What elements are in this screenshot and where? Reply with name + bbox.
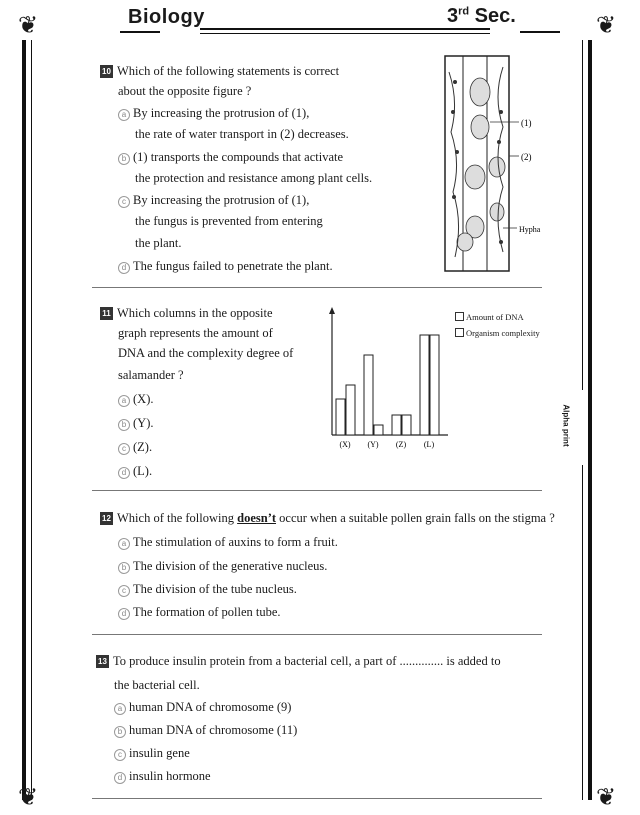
q10-option-c[interactable]: c By increasing the protrusion of (1),: [118, 193, 309, 208]
ornament-bottom-right-icon: ❦: [596, 785, 617, 811]
x-tick-label: (L): [423, 440, 435, 449]
q11-option-b[interactable]: b (Y).: [118, 416, 153, 431]
figure-label-2: (2): [521, 152, 532, 162]
q13-stem-line-1: 13 To produce insulin protein from a bacterial cell, a part of .............. is added to: [96, 654, 501, 669]
grade-suffix: Sec.: [469, 5, 516, 27]
side-brand-tab: [561, 390, 584, 465]
subject-title: Biology: [128, 6, 205, 28]
bar-z-series-1: [392, 415, 401, 435]
q10-number: 10: [100, 65, 113, 78]
cell-protrusion: [457, 233, 473, 251]
q10-root-fungus-figure: [435, 52, 565, 277]
q10-option-d[interactable]: d The fungus failed to penetrate the plant.: [118, 259, 333, 274]
figure-label-1: (1): [521, 118, 532, 128]
cell-protrusion: [471, 115, 489, 139]
q13-blank[interactable]: ..............: [399, 654, 444, 668]
q11-stem-line-1: 11 Which columns in the opposite: [100, 306, 273, 321]
vesicle-dot: [453, 80, 457, 84]
q11-bar-chart: [320, 305, 450, 455]
q13-option-d[interactable]: d insulin hormone: [114, 769, 211, 784]
ornament-top-right-icon: ❦: [596, 13, 617, 39]
q13-stem-line-2: the bacterial cell.: [114, 678, 200, 692]
q10-option-a-line-2: the rate of water transport in (2) decreases.: [135, 127, 349, 141]
cell-protrusion: [465, 165, 485, 189]
separator-q12: [92, 634, 542, 635]
page-header: [40, 10, 600, 40]
q11-option-a[interactable]: a (X).: [118, 392, 153, 407]
bar-y-series-1: [364, 355, 373, 435]
y-axis-arrow-icon: [329, 307, 335, 314]
legend-swatch-complexity: [455, 328, 464, 337]
header-rule-center: [200, 28, 490, 34]
q10-option-c-line-3: the plant.: [135, 236, 182, 250]
x-tick-label: (Z): [395, 440, 407, 449]
q13-option-a[interactable]: a human DNA of chromosome (9): [114, 700, 291, 715]
chart-legend-dna: Amount of DNA: [455, 312, 524, 322]
bar-x-series-2: [346, 385, 355, 435]
bar-x-series-1: [336, 399, 345, 435]
legend-swatch-dna: [455, 312, 464, 321]
q12-option-c[interactable]: c The division of the tube nucleus.: [118, 582, 297, 597]
bar-l-series-2: [430, 335, 439, 435]
q13-option-b[interactable]: b human DNA of chromosome (11): [114, 723, 297, 738]
q11-stem-line-4: salamander ?: [118, 368, 184, 382]
q11-stem-line-2: graph represents the amount of: [118, 326, 273, 340]
side-brand-label: Alpha print: [561, 404, 571, 447]
q12-stem: 12 Which of the following doesn’t occur when a suitable pollen grain falls on the stigma ?: [100, 511, 555, 526]
bar-l-series-1: [420, 335, 429, 435]
separator-q10: [92, 287, 542, 288]
q12-number: 12: [100, 512, 113, 525]
separator-q13: [92, 798, 542, 799]
header-rule-left: [120, 31, 160, 33]
page-border-left: [22, 40, 32, 800]
q12-emphasis: doesn’t: [237, 511, 277, 525]
q12-option-d[interactable]: d The formation of pollen tube.: [118, 605, 281, 620]
grade-superscript: rd: [458, 5, 470, 18]
q13-option-c[interactable]: c insulin gene: [114, 746, 190, 761]
x-tick-label: (X): [339, 440, 351, 449]
q11-number: 11: [100, 307, 113, 320]
separator-q11: [92, 490, 542, 491]
q11-option-c[interactable]: c (Z).: [118, 440, 152, 455]
q10-option-c-line-2: the fungus is prevented from entering: [135, 214, 323, 228]
header-rule-right: [520, 31, 560, 33]
q12-option-a[interactable]: a The stimulation of auxins to form a fruit.: [118, 535, 338, 550]
ornament-bottom-left-icon: ❦: [18, 785, 39, 811]
q10-stem-line-1: 10 Which of the following statements is correct: [100, 64, 339, 79]
q10-option-b-line-2: the protection and resistance among plant cells.: [135, 171, 373, 185]
q10-option-b[interactable]: b (1) transports the compounds that activate: [118, 150, 343, 165]
chart-legend-complexity: Organism complexity: [455, 328, 540, 338]
q10-stem-line-2: about the opposite figure ?: [118, 84, 252, 98]
figure-label-hypha: Hypha: [519, 225, 541, 234]
grade-title: [447, 5, 516, 28]
q11-option-d[interactable]: d (L).: [118, 464, 152, 479]
x-tick-label: (Y): [367, 440, 379, 449]
hypha-thread: [449, 72, 459, 257]
q10-option-a[interactable]: a By increasing the protrusion of (1),: [118, 106, 309, 121]
cell-protrusion: [490, 203, 504, 221]
cell-protrusion: [489, 157, 505, 177]
q12-option-b[interactable]: b The division of the generative nucleus.: [118, 559, 327, 574]
q11-stem-line-3: DNA and the complexity degree of: [118, 346, 294, 360]
cell-protrusion: [470, 78, 490, 106]
ornament-top-left-icon: ❦: [18, 13, 39, 39]
q13-number: 13: [96, 655, 109, 668]
bar-z-series-2: [402, 415, 411, 435]
grade-number: 3: [447, 5, 459, 27]
bar-y-series-2: [374, 425, 383, 435]
